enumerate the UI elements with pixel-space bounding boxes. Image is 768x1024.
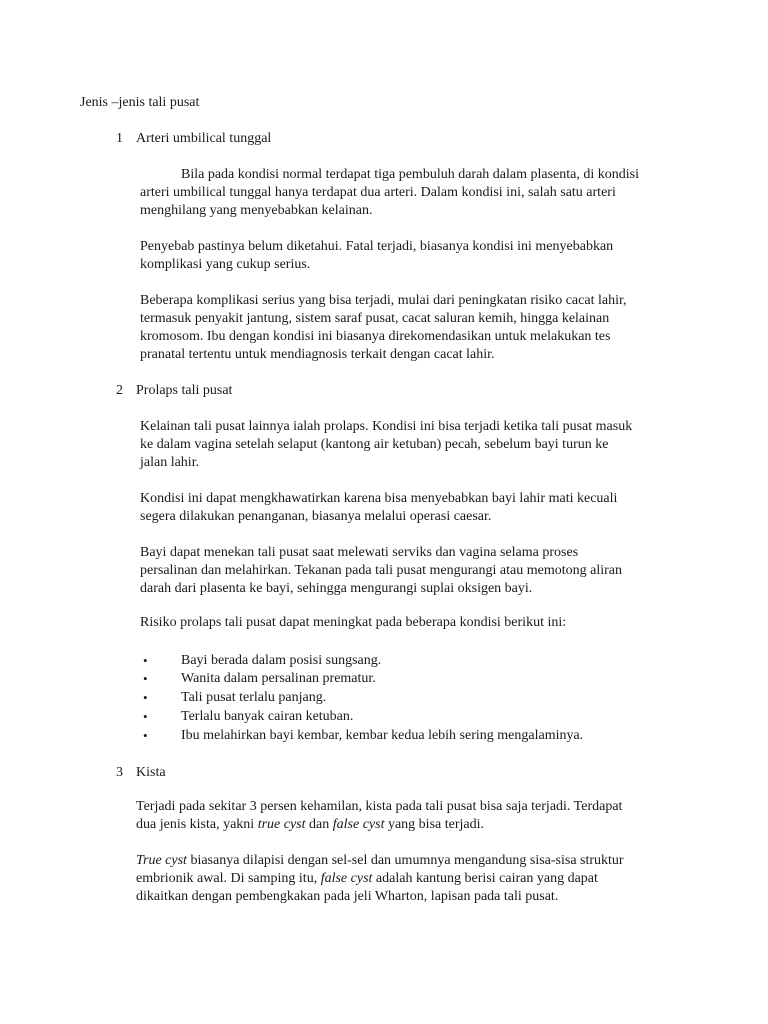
paragraph-line: Penyebab pastinya belum diketahui. Fatal terjadi, biasanya kondisi ini menyebabkan bbox=[140, 239, 614, 254]
paragraph-line: darah dari plasenta ke bayi, sehingga mengurangi suplai oksigen bayi. bbox=[140, 581, 533, 596]
italic-term: True cyst bbox=[136, 853, 187, 868]
paragraph-line: Bayi dapat menekan tali pusat saat melewati serviks dan vagina selama proses bbox=[140, 545, 579, 560]
bullet-icon: • bbox=[143, 728, 148, 743]
section-3-heading: Kista bbox=[136, 765, 166, 780]
paragraph-line: kromosom. Ibu dengan kondisi ini biasanya direkomendasikan untuk melakukan tes bbox=[140, 329, 611, 344]
list-item: Ibu melahirkan bayi kembar, kembar kedua lebih sering mengalaminya. bbox=[181, 728, 584, 743]
italic-term: true cyst bbox=[257, 817, 306, 832]
paragraph-line: Kelainan tali pusat lainnya ialah prolaps. Kondisi ini bisa terjadi ketika tali pusat masuk bbox=[140, 419, 633, 434]
paragraph-line: Terjadi pada sekitar 3 persen kehamilan, kista pada tali pusat bisa saja terjadi. Terdapat bbox=[136, 799, 623, 814]
paragraph-line bbox=[136, 870, 598, 888]
text-run: embrionik awal. Di samping itu, bbox=[136, 871, 321, 886]
bullet-icon: • bbox=[143, 690, 148, 705]
section-1-number: 1 bbox=[116, 131, 123, 146]
list-item: Tali pusat terlalu panjang. bbox=[181, 690, 327, 705]
list-item: Wanita dalam persalinan prematur. bbox=[181, 671, 376, 686]
section-2-heading: Prolaps tali pusat bbox=[136, 383, 233, 398]
paragraph-line: ke dalam vagina setelah selaput (kantong air ketuban) pecah, sebelum bayi turun ke bbox=[140, 437, 609, 452]
text-run: yang bisa terjadi. bbox=[384, 817, 484, 832]
paragraph-line: persalinan dan melahirkan. Tekanan pada tali pusat mengurangi atau memotong aliran bbox=[140, 563, 622, 578]
paragraph-line: segera dilakukan penanganan, biasanya melalui operasi caesar. bbox=[140, 509, 492, 524]
paragraph-line: pranatal tertentu untuk mendiagnosis terkait dengan cacat lahir. bbox=[140, 347, 495, 362]
paragraph-line: Kondisi ini dapat mengkhawatirkan karena bisa menyebabkan bayi lahir mati kecuali bbox=[140, 491, 618, 506]
text-run: dan bbox=[305, 817, 333, 832]
section-3-number: 3 bbox=[116, 765, 123, 780]
italic-term: false cyst bbox=[332, 817, 385, 832]
bullet-icon: • bbox=[143, 709, 148, 724]
paragraph-line: Risiko prolaps tali pusat dapat meningkat pada beberapa kondisi berikut ini: bbox=[140, 615, 567, 630]
paragraph-line: dikaitkan dengan pembengkakan pada jeli Wharton, lapisan pada tali pusat. bbox=[136, 889, 559, 904]
paragraph-line: Bila pada kondisi normal terdapat tiga pembuluh darah dalam plasenta, di kondisi bbox=[181, 167, 639, 182]
document-title: Jenis –jenis tali pusat bbox=[80, 95, 200, 110]
section-1-heading: Arteri umbilical tunggal bbox=[136, 131, 272, 146]
text-run: biasanya dilapisi dengan sel-sel dan umumnya mengandung sisa-sisa struktur bbox=[186, 853, 624, 868]
italic-term: false cyst bbox=[320, 871, 373, 886]
paragraph-line bbox=[136, 816, 484, 834]
paragraph-line: menghilang yang menyebabkan kelainan. bbox=[140, 203, 373, 218]
paragraph-line: termasuk penyakit jantung, sistem saraf pusat, cacat saluran kemih, hingga kelainan bbox=[140, 311, 610, 326]
paragraph-line bbox=[136, 852, 624, 870]
text-run: dua jenis kista, yakni bbox=[136, 817, 258, 832]
list-item: Bayi berada dalam posisi sungsang. bbox=[181, 653, 382, 668]
section-2-number: 2 bbox=[116, 383, 123, 398]
paragraph-line: arteri umbilical tunggal hanya terdapat dua arteri. Dalam kondisi ini, salah satu arteri bbox=[140, 185, 616, 200]
bullet-icon: • bbox=[143, 671, 148, 686]
list-item: Terlalu banyak cairan ketuban. bbox=[181, 709, 354, 724]
paragraph-line: Beberapa komplikasi serius yang bisa terjadi, mulai dari peningkatan risiko cacat lahir, bbox=[140, 293, 627, 308]
paragraph-line: jalan lahir. bbox=[140, 455, 200, 470]
text-run: adalah kantung berisi cairan yang dapat bbox=[372, 871, 598, 886]
bullet-icon: • bbox=[143, 653, 148, 668]
paragraph-line: komplikasi yang cukup serius. bbox=[140, 257, 311, 272]
